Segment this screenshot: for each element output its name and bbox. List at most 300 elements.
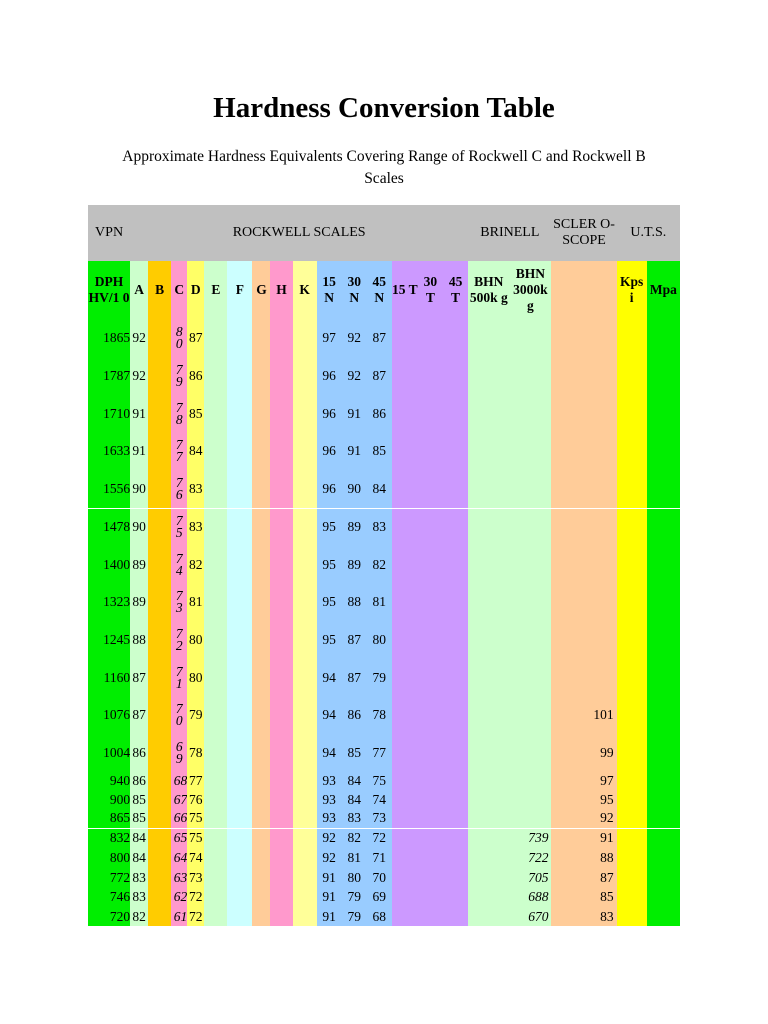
superficial-45t-value [443,790,468,809]
superficial-30t-value [418,790,443,809]
superficial-30t-value [418,659,443,696]
rockwell-h-value [270,696,292,734]
superficial-45t-value [443,868,468,887]
superficial-15t-value [392,734,418,771]
table-row [88,887,680,907]
rockwell-e-value [204,771,227,790]
bhn-3000kg-value [509,357,551,395]
k-header: K [293,261,317,319]
bhn-3000kg-value [509,696,551,734]
scleroscope-value [551,583,616,621]
hardness-conversion-table [88,205,680,926]
vpn-value: 772 [88,868,130,887]
rockwell-f-value [227,887,252,907]
superficial-15n-value: 95 [317,583,342,621]
superficial-45t-value [443,432,468,470]
rockwell-a-value: 87 [130,696,148,734]
rockwell-g-value [252,583,270,621]
uts-kpsi-value [617,887,647,907]
uts-mpa-value [647,696,680,734]
bhn-500kg-value [468,771,509,790]
superficial-30n-value: 90 [342,470,367,508]
rockwell-b-value [148,432,171,470]
superficial-15t-value [392,395,418,432]
rockwell-e-value [204,319,227,357]
rockwell-k-value [293,696,317,734]
superficial-15t-value [392,583,418,621]
table-row [88,508,680,546]
bhn-500kg-value [468,583,509,621]
rockwell-c-stacked-text: 80 [175,324,183,351]
bhn-500kg-value [468,319,509,357]
superficial-30n-value: 92 [342,357,367,395]
superficial-45n-value: 86 [367,395,392,432]
a-header: A [130,261,148,319]
rockwell-g-value [252,809,270,828]
group-header-row [88,205,680,261]
bhn3000-header: BHN 3000k g [509,261,551,319]
superficial-15n-value: 94 [317,659,342,696]
table-row [88,848,680,868]
rockwell-k-value [293,621,317,659]
superficial-15t-value [392,357,418,395]
rockwell-k-value [293,828,317,848]
superficial-30n-value: 83 [342,809,367,828]
vpn-value: 1323 [88,583,130,621]
bhn-500kg-value [468,546,509,583]
superficial-15t-value [392,907,418,926]
superficial-45n-value: 75 [367,771,392,790]
vpn-header: VPN [88,205,130,261]
rockwell-g-value [252,621,270,659]
superficial-30n-value: 81 [342,848,367,868]
uts-kpsi-value [617,395,647,432]
rockwell-d-value: 72 [187,887,204,907]
table-row [88,907,680,926]
rockwell-a-value: 83 [130,868,148,887]
bhn-500kg-value [468,395,509,432]
vpn-value: 1160 [88,659,130,696]
rockwell-h-value [270,319,292,357]
rockwell-d-value: 85 [187,395,204,432]
rockwell-f-value [227,659,252,696]
bhn-500kg-value [468,907,509,926]
rockwell-e-value [204,395,227,432]
rockwell-d-value: 84 [187,432,204,470]
superficial-45n-value: 72 [367,828,392,848]
rockwell-c-value: 67 [171,790,187,809]
rockwell-c-stacked-text: 72 [175,626,183,653]
superficial-30t-value [418,907,443,926]
rockwell-f-value [227,583,252,621]
n15-header: 15 N [317,261,342,319]
uts-mpa-value [647,771,680,790]
rockwell-c-value [171,432,187,470]
rockwell-k-value [293,357,317,395]
rockwell-a-value: 88 [130,621,148,659]
superficial-15t-value [392,887,418,907]
bhn-3000kg-value [509,790,551,809]
superficial-30n-value: 79 [342,887,367,907]
rockwell-d-value: 80 [187,659,204,696]
superficial-30t-value [418,848,443,868]
rockwell-g-value [252,848,270,868]
vpn-value: 1478 [88,508,130,546]
rockwell-b-value [148,395,171,432]
bhn500-header: BHN 500k g [468,261,509,319]
rockwell-h-value [270,508,292,546]
bhn-3000kg-value [509,546,551,583]
superficial-30t-value [418,734,443,771]
bhn-500kg-value [468,734,509,771]
rockwell-a-value: 86 [130,734,148,771]
rockwell-g-value [252,828,270,848]
table-row [88,734,680,771]
uts-kpsi-value [617,734,647,771]
scleroscope-value [551,546,616,583]
kpsi-header: Kps i [617,261,647,319]
scleroscope-value: 97 [551,771,616,790]
bhn-3000kg-value [509,621,551,659]
rockwell-k-value [293,508,317,546]
table-row [88,809,680,828]
bhn-3000kg-value [509,508,551,546]
uts-mpa-value [647,809,680,828]
bhn-3000kg-value [509,659,551,696]
superficial-45n-value: 87 [367,319,392,357]
rockwell-a-value: 92 [130,357,148,395]
brinell-header: BRINELL [468,205,551,261]
f-header: F [227,261,252,319]
table-row [88,790,680,809]
vpn-value: 1556 [88,470,130,508]
superficial-15t-value [392,319,418,357]
superficial-30n-value: 84 [342,771,367,790]
superficial-15t-value [392,696,418,734]
bhn-500kg-value [468,508,509,546]
dph-header: DPH HV/1 0 [88,261,130,319]
rockwell-k-value [293,809,317,828]
uts-mpa-value [647,546,680,583]
rockwell-d-value: 83 [187,470,204,508]
rockwell-a-value: 86 [130,771,148,790]
superficial-15n-value: 95 [317,508,342,546]
rockwell-h-value [270,828,292,848]
rockwell-f-value [227,828,252,848]
rockwell-d-value: 73 [187,868,204,887]
rockwell-g-value [252,790,270,809]
bhn-500kg-value [468,470,509,508]
rockwell-c-value: 63 [171,868,187,887]
superficial-45n-value: 77 [367,734,392,771]
bhn-3000kg-value: 688 [509,887,551,907]
superficial-45n-value: 69 [367,887,392,907]
d-header: D [187,261,204,319]
rockwell-h-value [270,848,292,868]
superficial-30t-value [418,809,443,828]
vpn-value: 1710 [88,395,130,432]
bhn-500kg-value [468,621,509,659]
scleroscope-value: 92 [551,809,616,828]
superficial-30n-value: 87 [342,659,367,696]
uts-kpsi-value [617,696,647,734]
rockwell-c-value [171,395,187,432]
rockwell-b-value [148,848,171,868]
rockwell-g-value [252,546,270,583]
bhn-3000kg-value [509,734,551,771]
uts-kpsi-value [617,546,647,583]
uts-mpa-value [647,432,680,470]
rockwell-k-value [293,319,317,357]
superficial-45t-value [443,734,468,771]
bhn-3000kg-value: 705 [509,868,551,887]
rockwell-k-value [293,395,317,432]
rockwell-b-value [148,696,171,734]
rockwell-h-value [270,546,292,583]
rockwell-c-value: 68 [171,771,187,790]
rockwell-b-value [148,319,171,357]
scleroscope-value: 87 [551,868,616,887]
rockwell-f-value [227,470,252,508]
bhn-3000kg-value [509,809,551,828]
rockwell-d-value: 82 [187,546,204,583]
scleroscope-value: 85 [551,887,616,907]
rockwell-h-value [270,470,292,508]
rockwell-e-value [204,508,227,546]
rockwell-f-value [227,357,252,395]
rockwell-k-value [293,790,317,809]
rockwell-e-value [204,546,227,583]
g-header: G [252,261,270,319]
superficial-15n-value: 93 [317,809,342,828]
rockwell-c-value: 61 [171,907,187,926]
rockwell-h-value [270,621,292,659]
n30-header: 30 N [342,261,367,319]
rockwell-c-stacked-text: 69 [175,738,183,766]
rockwell-f-value [227,848,252,868]
superficial-30t-value [418,696,443,734]
table-row [88,319,680,357]
rockwell-a-value: 89 [130,546,148,583]
rockwell-d-value: 76 [187,790,204,809]
rockwell-h-value [270,357,292,395]
uts-kpsi-value [617,868,647,887]
table-row [88,868,680,887]
superficial-30t-value [418,771,443,790]
c-header: C [171,261,187,319]
superficial-15n-value: 95 [317,621,342,659]
superficial-45n-value: 73 [367,809,392,828]
rockwell-e-value [204,887,227,907]
vpn-value: 832 [88,828,130,848]
rockwell-c-value [171,546,187,583]
bhn-3000kg-value [509,432,551,470]
uts-mpa-value [647,907,680,926]
vpn-value: 1633 [88,432,130,470]
rockwell-f-value [227,395,252,432]
rockwell-c-value [171,659,187,696]
rockwell-c-value [171,470,187,508]
rockwell-g-value [252,907,270,926]
scleroscope-value [551,319,616,357]
superficial-45n-value: 70 [367,868,392,887]
scleroscope-value: 83 [551,907,616,926]
rockwell-g-value [252,696,270,734]
mpa-header: Mpa [647,261,680,319]
rockwell-b-value [148,357,171,395]
superficial-15t-value [392,848,418,868]
scleroscope-value: 91 [551,828,616,848]
vpn-value: 940 [88,771,130,790]
rockwell-h-value [270,887,292,907]
rockwell-b-value [148,771,171,790]
rockwell-scales-header: ROCKWELL SCALES [130,205,468,261]
superficial-45n-value: 71 [367,848,392,868]
vpn-value: 1004 [88,734,130,771]
rockwell-e-value [204,734,227,771]
rockwell-a-value: 91 [130,395,148,432]
n45-header: 45 N [367,261,392,319]
superficial-15n-value: 96 [317,357,342,395]
superficial-45n-value: 79 [367,659,392,696]
superficial-30t-value [418,508,443,546]
sub-header-row [88,261,680,319]
superficial-30t-value [418,621,443,659]
rockwell-h-value [270,583,292,621]
vpn-value: 900 [88,790,130,809]
rockwell-f-value [227,734,252,771]
superficial-15n-value: 94 [317,734,342,771]
rockwell-a-value: 91 [130,432,148,470]
superficial-45n-value: 74 [367,790,392,809]
superficial-45t-value [443,809,468,828]
rockwell-b-value [148,659,171,696]
bhn-3000kg-value: 739 [509,828,551,848]
bhn-500kg-value [468,659,509,696]
rockwell-k-value [293,432,317,470]
uts-mpa-value [647,848,680,868]
rockwell-c-value [171,583,187,621]
superficial-30t-value [418,357,443,395]
superficial-15t-value [392,470,418,508]
superficial-30n-value: 92 [342,319,367,357]
rockwell-g-value [252,771,270,790]
superficial-30t-value [418,887,443,907]
superficial-45n-value: 85 [367,432,392,470]
rockwell-h-value [270,395,292,432]
rockwell-h-value [270,432,292,470]
rockwell-c-stacked-text: 78 [175,399,183,427]
rockwell-d-value: 72 [187,907,204,926]
superficial-45t-value [443,546,468,583]
uts-mpa-value [647,470,680,508]
rockwell-k-value [293,771,317,790]
rockwell-f-value [227,432,252,470]
rockwell-d-value: 87 [187,319,204,357]
scleroscope-value [551,357,616,395]
superficial-15n-value: 97 [317,319,342,357]
rockwell-e-value [204,432,227,470]
rockwell-h-value [270,790,292,809]
vpn-value: 720 [88,907,130,926]
scleroscope-value: 99 [551,734,616,771]
bhn-3000kg-value [509,470,551,508]
uts-mpa-value [647,828,680,848]
rockwell-g-value [252,319,270,357]
rockwell-e-value [204,621,227,659]
uts-kpsi-value [617,621,647,659]
rockwell-e-value [204,828,227,848]
rockwell-h-value [270,659,292,696]
uts-kpsi-value [617,790,647,809]
scleroscope-value: 101 [551,696,616,734]
vpn-value: 1400 [88,546,130,583]
rockwell-f-value [227,771,252,790]
rockwell-c-value [171,319,187,357]
superficial-45n-value: 78 [367,696,392,734]
rockwell-g-value [252,395,270,432]
table-row [88,432,680,470]
rockwell-a-value: 92 [130,319,148,357]
superficial-30t-value [418,546,443,583]
page-subtitle: Approximate Hardness Equivalents Covering Range of Rockwell C and Rockwell B Scales [122,148,646,187]
superficial-45n-value: 87 [367,357,392,395]
bhn-3000kg-value: 670 [509,907,551,926]
uts-kpsi-value [617,432,647,470]
rockwell-d-value: 86 [187,357,204,395]
superficial-30n-value: 79 [342,907,367,926]
rockwell-b-value [148,809,171,828]
superficial-30n-value: 88 [342,583,367,621]
superficial-45t-value [443,659,468,696]
superficial-45t-value [443,508,468,546]
rockwell-g-value [252,508,270,546]
table-row [88,583,680,621]
bhn-3000kg-value [509,319,551,357]
superficial-15t-value [392,659,418,696]
rockwell-g-value [252,470,270,508]
rockwell-e-value [204,907,227,926]
rockwell-d-value: 74 [187,848,204,868]
superficial-45t-value [443,887,468,907]
rockwell-h-value [270,809,292,828]
rockwell-e-value [204,790,227,809]
superficial-45t-value [443,583,468,621]
scleroscope-value [551,395,616,432]
bhn-3000kg-value [509,395,551,432]
rockwell-c-stacked-text: 74 [175,550,183,578]
bhn-500kg-value [468,809,509,828]
uts-mpa-value [647,887,680,907]
rockwell-b-value [148,828,171,848]
rockwell-b-value [148,907,171,926]
rockwell-d-value: 81 [187,583,204,621]
rockwell-c-stacked-text: 77 [175,437,183,464]
vpn-value: 800 [88,848,130,868]
rockwell-b-value [148,470,171,508]
uts-kpsi-value [617,659,647,696]
rockwell-c-stacked-text: 73 [175,588,183,615]
uts-mpa-value [647,319,680,357]
rockwell-g-value [252,659,270,696]
uts-mpa-value [647,508,680,546]
t30-header: 30 T [418,261,443,319]
superficial-15t-value [392,828,418,848]
superficial-15t-value [392,771,418,790]
rockwell-a-value: 89 [130,583,148,621]
superficial-45t-value [443,621,468,659]
bhn-3000kg-value [509,583,551,621]
